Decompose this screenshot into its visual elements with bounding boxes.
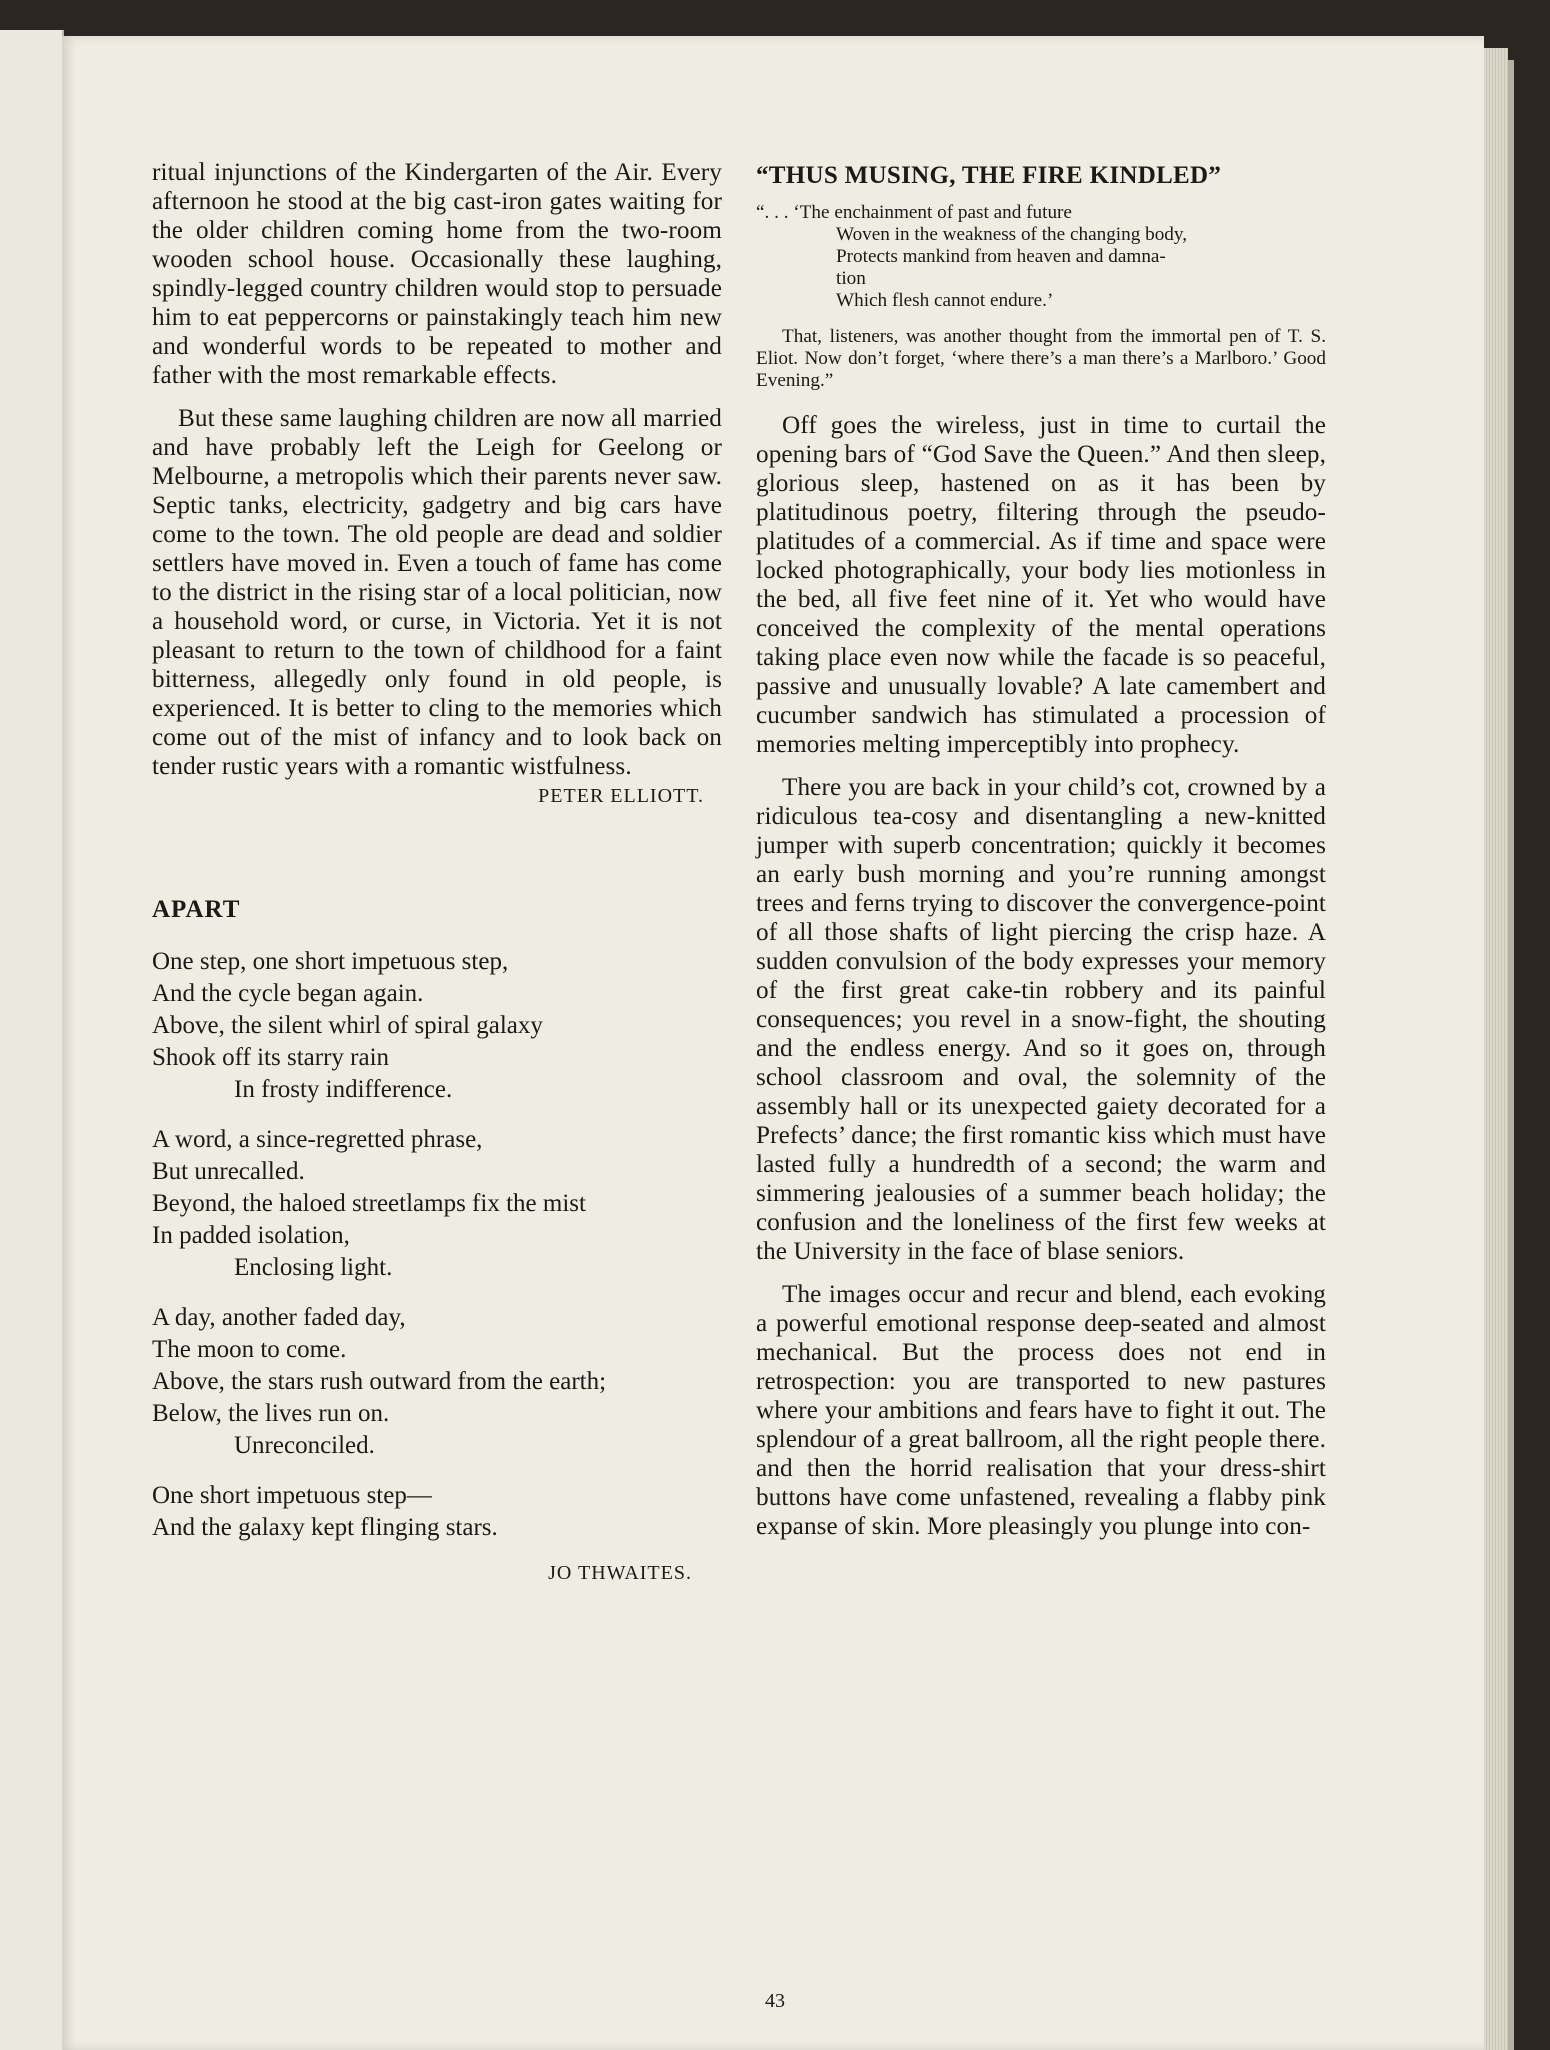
poem-stanza bbox=[152, 1302, 722, 1462]
poem-stanza bbox=[152, 1480, 722, 1544]
left-second-paragraph: But these same laughing children are now all married and have probably left the Leigh for Geelong or Melbourne, a metropolis which their parents never saw. Septic tanks, electricity, gadgetry and big cars have come to the town. The old people are dead and soldier settlers have moved in. Even a touch of fame has come to the district in the rising star of a local politician, now a household word, or curse, in Victoria. Yet it is not pleasant to return to the town of childhood for a faint bitterness, allegedly only found in old people, is experienced. It is better to cling to the memories which come out of the mist of infancy and to look back on tender rustic years with a romantic wistfulness. bbox=[152, 405, 722, 780]
article-paragraph: There you are back in your child’s cot, crowned by a ridiculous tea-cosy and disentangling a new-knitted jumper with superb concentration; quickly it becomes an early bush morning and you’re running amongst trees and ferns trying to discover the convergence-point of all those shafts of light piercing the crisp haze. A sudden convulsion of the body expresses your memory of the first great cake-tin robbery and its painful consequences; you revel in a snow-fight, the shouting and the endless energy. And so it goes on, through school classroom and oval, the solemnity of the assembly hall or its unexpected gaiety decorated for a Prefects’ dance; the first romantic kiss which must have lasted fully a hundredth of a second; the warm and simmering jealousies of a summer beach holiday; the confusion and the loneliness of the first few weeks at the University in the face of blase seniors. bbox=[756, 774, 1326, 1266]
quote-line: Protects mankind from heaven and damna- bbox=[836, 246, 1166, 267]
poem-line: Above, the silent whirl of spiral galaxy bbox=[152, 1012, 543, 1039]
article-heading: “THUS MUSING, THE FIRE KINDLED” bbox=[756, 162, 1222, 189]
quote-line: Woven in the weakness of the changing body, bbox=[836, 224, 1188, 245]
poem-line: Shook off its starry rain bbox=[152, 1044, 390, 1071]
right-column bbox=[756, 158, 1326, 1541]
poem-stanza bbox=[152, 946, 722, 1106]
quote-line: “. . . ‘The enchainment of past and future bbox=[756, 202, 1072, 223]
quote-line: tion bbox=[836, 268, 866, 289]
eliot-quote bbox=[756, 202, 1326, 312]
poem-line: One step, one short impetuous step, bbox=[152, 948, 509, 975]
poem-line: Above, the stars rush outward from the earth; bbox=[152, 1368, 607, 1395]
poem bbox=[152, 946, 722, 1585]
poem-line: Below, the lives run on. bbox=[152, 1400, 390, 1427]
poem-line: And the galaxy kept flinging stars. bbox=[152, 1514, 498, 1541]
poem-title: APART bbox=[152, 896, 241, 923]
poem-line: A word, a since-regretted phrase, bbox=[152, 1126, 483, 1153]
facing-page-edge bbox=[0, 30, 64, 2050]
poem-line: Unreconciled. bbox=[234, 1432, 375, 1459]
poem-line: And the cycle began again. bbox=[152, 980, 424, 1007]
quote-closing: That, listeners, was another thought from the immortal pen of T. S. Eliot. Now don’t forget, ‘where there’s a man there’s a Marlboro.’ Good Evening.” bbox=[756, 326, 1326, 391]
poem-line: But unrecalled. bbox=[152, 1158, 305, 1185]
poem-line: Beyond, the haloed streetlamps fix the mist bbox=[152, 1190, 586, 1217]
poem-line: In padded isolation, bbox=[152, 1222, 350, 1249]
poem-line: Enclosing light. bbox=[234, 1254, 393, 1281]
poem-author-signature: JO THWAITES. bbox=[548, 1562, 692, 1584]
left-column bbox=[152, 158, 722, 1585]
author-signature: PETER ELLIOTT. bbox=[538, 785, 704, 807]
article-paragraph: Off goes the wireless, just in time to curtail the opening bars of “God Save the Queen.” And then sleep, glorious sleep, hastened on as it has been by platitudinous poetry, filtering through the pseudo-platitudes of a commercial. As if time and space were locked photographically, your body lies motionless in the bed, all five feet nine of it. Yet who would have conceived the complexity of the mental operations taking place even now while the facade is so peaceful, passive and unusually lovable? A late camembert and cucumber sandwich has stimulated a procession of memories melting imperceptibly into prophecy. bbox=[756, 412, 1326, 759]
poem-line: In frosty indifference. bbox=[234, 1076, 453, 1103]
page-number: 43 bbox=[765, 1990, 785, 2012]
book-edge-shadow bbox=[1508, 60, 1514, 2050]
poem-line: One short impetuous step— bbox=[152, 1482, 432, 1509]
article-paragraph: The images occur and recur and blend, each evoking a powerful emotional response deep-seated and almost mechanical. But the process does not end in retrospection: you are transported to new pastures where your ambitions and fears have to fight it out. The splendour of a great ballroom, all the right people there. and then the horrid realisation that your dress-shirt buttons have come unfastened, revealing a flabby pink expanse of skin. More pleasingly you plunge into con- bbox=[756, 1281, 1326, 1541]
quote-line: Which flesh cannot endure.’ bbox=[836, 290, 1054, 311]
poem-stanza bbox=[152, 1124, 722, 1284]
page-stack-edge bbox=[1484, 48, 1508, 2050]
poem-line: The moon to come. bbox=[152, 1336, 347, 1363]
poem-line: A day, another faded day, bbox=[152, 1304, 406, 1331]
left-opening-paragraph: ritual injunctions of the Kindergarten of the Air. Every afternoon he stood at the big cast-iron gates waiting for the older children coming home from the two-room wooden school house. Occasionally these laughing, spindly-legged country children would stop to persuade him to eat peppercorns or painstakingly teach him new and wonderful words to be repeated to mother and father with the most remarkable effects. bbox=[152, 159, 722, 389]
